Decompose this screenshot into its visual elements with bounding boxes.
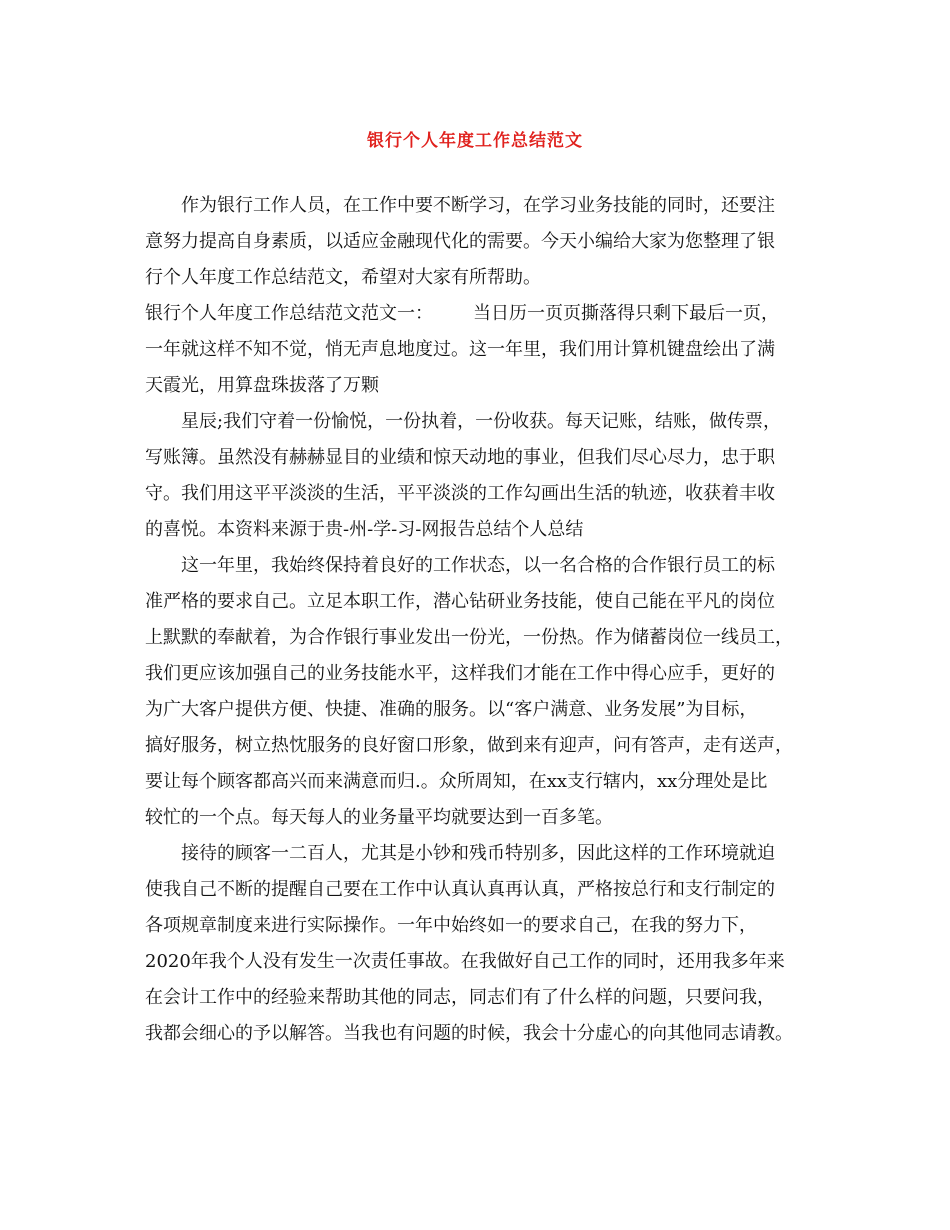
- text-line: 在会计工作中的经验来帮助其他的同志，同志们有了什么样的问题，只要问我，: [145, 987, 775, 1008]
- text-line-with-heading: [145, 296, 805, 332]
- text-line: 为广大客户提供方便、快捷、准确的服务。以“客户满意、业务发展”为目标，: [145, 699, 758, 720]
- text-line: 一年就这样不知不觉，悄无声息地度过。这一年里，我们用计算机键盘绘出了满: [145, 339, 775, 360]
- text-line: 搞好服务，树立热忱服务的良好窗口形象，做到来有迎声，问有答声，走有送声，: [145, 735, 793, 756]
- text-line: 守。我们用这平平淡淡的生活，平平淡淡的工作勾画出生活的轨迹，收获着丰收: [145, 483, 775, 504]
- text-line: 写账簿。虽然没有赫赫显目的业绩和惊天动地的事业，但我们尽心尽力，忠于职: [145, 447, 775, 468]
- text-line: 使我自己不断的提醒自己要在工作中认真认真再认真，严格按总行和支行制定的: [145, 879, 775, 900]
- section-heading: 银行个人年度工作总结范文范文一：: [145, 303, 433, 324]
- text-line: 我都会细心的予以解答。当我也有问题的时候，我会十分虚心的向其他同志请教。: [145, 1023, 793, 1044]
- text-line: 准严格的要求自己。立足本职工作，潜心钻研业务技能，使自己能在平凡的岗位: [145, 591, 775, 612]
- text-line: 意努力提高自身素质，以适应金融现代化的需要。今天小编给大家为您整理了银: [145, 231, 775, 252]
- document-title: 银行个人年度工作总结范文: [367, 131, 583, 151]
- text-line: 2020年我个人没有发生一次责任事故。在我做好自己工作的同时，还用我多年来: [145, 951, 785, 972]
- text-line: 接待的顾客一二百人，尤其是小钞和残币特别多，因此这样的工作环境就迫: [181, 843, 775, 864]
- text-line: 各项规章制度来进行实际操作。一年中始终如一的要求自己，在我的努力下，: [145, 915, 757, 936]
- text-line: 星辰;我们守着一份愉悦，一份执着，一份收获。每天记账，结账，做传票，: [181, 411, 782, 432]
- text-line: 上默默的奉献着，为合作银行事业发出一份光，一份热。作为储蓄岗位一线员工，: [145, 627, 793, 648]
- text-line: 的喜悦。本资料来源于贵-州-学-习-网报告总结个人总结: [145, 519, 584, 540]
- text-line: 作为银行工作人员，在工作中要不断学习，在学习业务技能的同时，还要注: [181, 195, 775, 216]
- text-line: 这一年里，我始终保持着良好的工作状态，以一名合格的合作银行员工的标: [181, 555, 775, 576]
- text-line: 行个人年度工作总结范文，希望对大家有所帮助。: [145, 267, 541, 288]
- text-line: 要让每个顾客都高兴而来满意而归.。众所周知，在xx支行辖内，xx分理处是比: [145, 771, 768, 792]
- section-opening-text: 当日历一页页撕落得只剩下最后一页，: [473, 303, 779, 324]
- text-line: 较忙的一个点。每天每人的业务量平均就要达到一百多笔。: [145, 807, 613, 828]
- document-body: [145, 188, 805, 1052]
- text-line: 我们更应该加强自己的业务技能水平，这样我们才能在工作中得心应手，更好的: [145, 663, 775, 684]
- text-line: 天霞光，用算盘珠拔落了万颗: [145, 375, 379, 396]
